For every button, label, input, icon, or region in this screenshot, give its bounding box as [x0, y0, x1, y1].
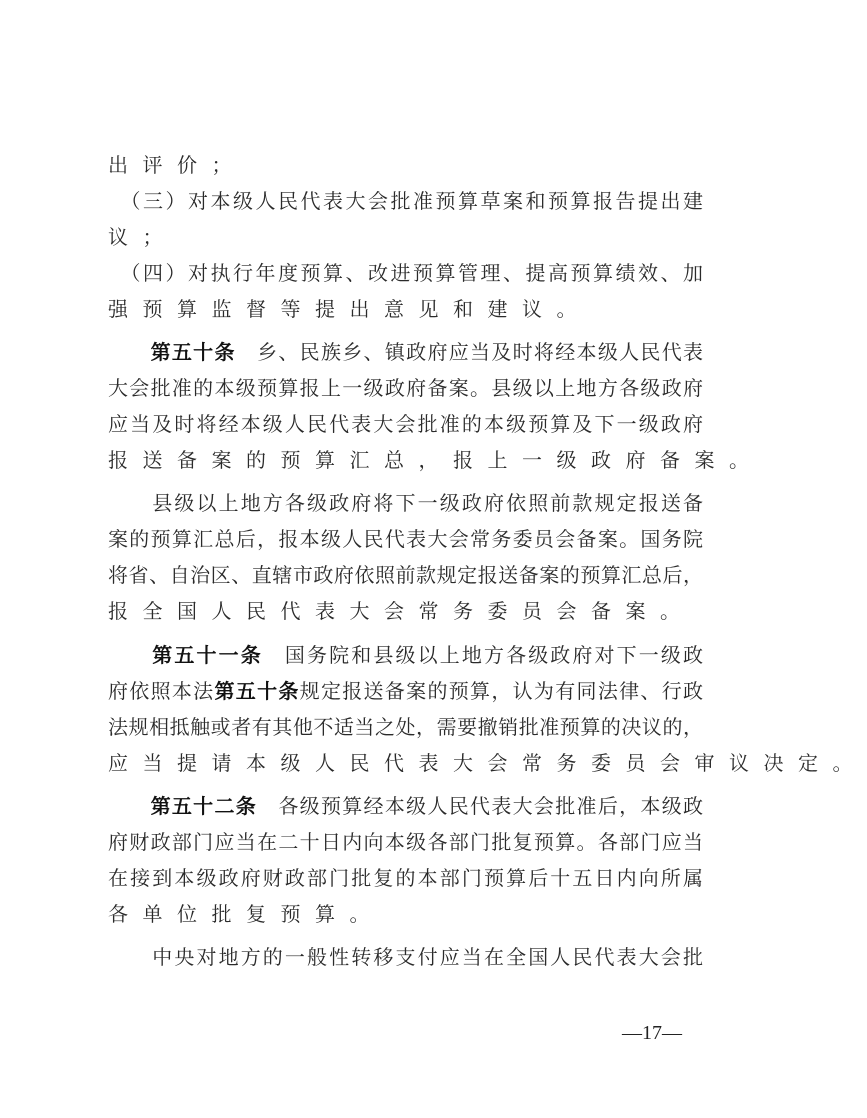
text-line	[108, 562, 703, 588]
text-segment: 案的预算汇总后，报本级人民代表大会常务委员会备案。国务院	[108, 527, 703, 551]
article-heading: 第五十条	[214, 679, 300, 703]
text-segment	[108, 794, 151, 818]
page-number: —17—	[622, 1022, 682, 1044]
text-segment: 规定报送备案的预算，认为有同法律、行政	[299, 679, 704, 703]
article-heading: 第五十条	[150, 340, 236, 364]
text-segment: 各单位批复预算。	[108, 902, 384, 926]
text-segment: 各级预算经本级人民代表大会批准后，本级政	[257, 794, 704, 818]
text-line	[108, 339, 703, 365]
text-segment	[108, 340, 151, 364]
article-heading: 第五十二条	[150, 794, 258, 818]
text-segment: 强预算监督等提出意见和建议。	[108, 297, 591, 321]
text-segment: 府财政部门应当在二十日内向本级各部门批复预算。各部门应当	[108, 830, 703, 854]
text-segment: （四）对执行年度预算、改进预算管理、提高预算绩效、加	[108, 261, 703, 285]
text-segment: 府依照本法	[108, 679, 215, 703]
text-line	[108, 490, 703, 516]
text-line	[108, 829, 703, 855]
text-line	[108, 865, 703, 891]
text-segment: 报送备案的预算汇总，报上一级政府备案。	[108, 448, 764, 472]
text-segment: 县级以上地方各级政府将下一级政府依照前款规定报送备	[108, 491, 703, 515]
text-line	[108, 260, 703, 286]
text-segment	[108, 643, 152, 667]
article-heading: 第五十一条	[152, 643, 263, 667]
text-line	[108, 598, 703, 624]
text-segment: 应当提请本级人民代表大会常务委员会审议决定。	[108, 751, 867, 775]
text-line	[108, 901, 703, 927]
text-line	[108, 375, 703, 401]
text-line	[108, 224, 703, 250]
text-segment: （三）对本级人民代表大会批准预算草案和预算报告提出建	[108, 189, 703, 213]
text-segment: 中央对地方的一般性转移支付应当在全国人民代表大会批	[108, 945, 703, 969]
text-line	[108, 152, 703, 178]
text-line	[108, 642, 703, 668]
text-segment: 将省、自治区、直辖市政府依照前款规定报送备案的预算汇总后，	[108, 563, 703, 587]
text-segment: 在接到本级政府财政部门批复的本部门预算后十五日内向所属	[108, 866, 703, 890]
text-segment: 出评价；	[108, 153, 246, 177]
text-segment: 报全国人民代表大会常务委员会备案。	[108, 599, 695, 623]
text-segment: 议；	[108, 225, 177, 249]
text-line	[108, 714, 703, 740]
text-segment: 乡、民族乡、镇政府应当及时将经本级人民代表	[235, 340, 704, 364]
text-line	[108, 188, 703, 214]
text-segment: 应当及时将经本级人民代表大会批准的本级预算及下一级政府	[108, 412, 703, 436]
text-line	[108, 750, 867, 776]
text-line	[108, 296, 703, 322]
text-line	[108, 793, 703, 819]
text-segment: 国务院和县级以上地方各级政府对下一级政	[262, 643, 704, 667]
text-segment: 大会批准的本级预算报上一级政府备案。县级以上地方各级政府	[108, 376, 703, 400]
text-line	[108, 944, 703, 970]
text-line	[108, 678, 703, 704]
text-segment: 法规相抵触或者有其他不适当之处，需要撤销批准预算的决议的，	[108, 715, 703, 739]
text-line	[108, 526, 703, 552]
text-line	[108, 411, 703, 437]
text-line	[108, 447, 764, 473]
